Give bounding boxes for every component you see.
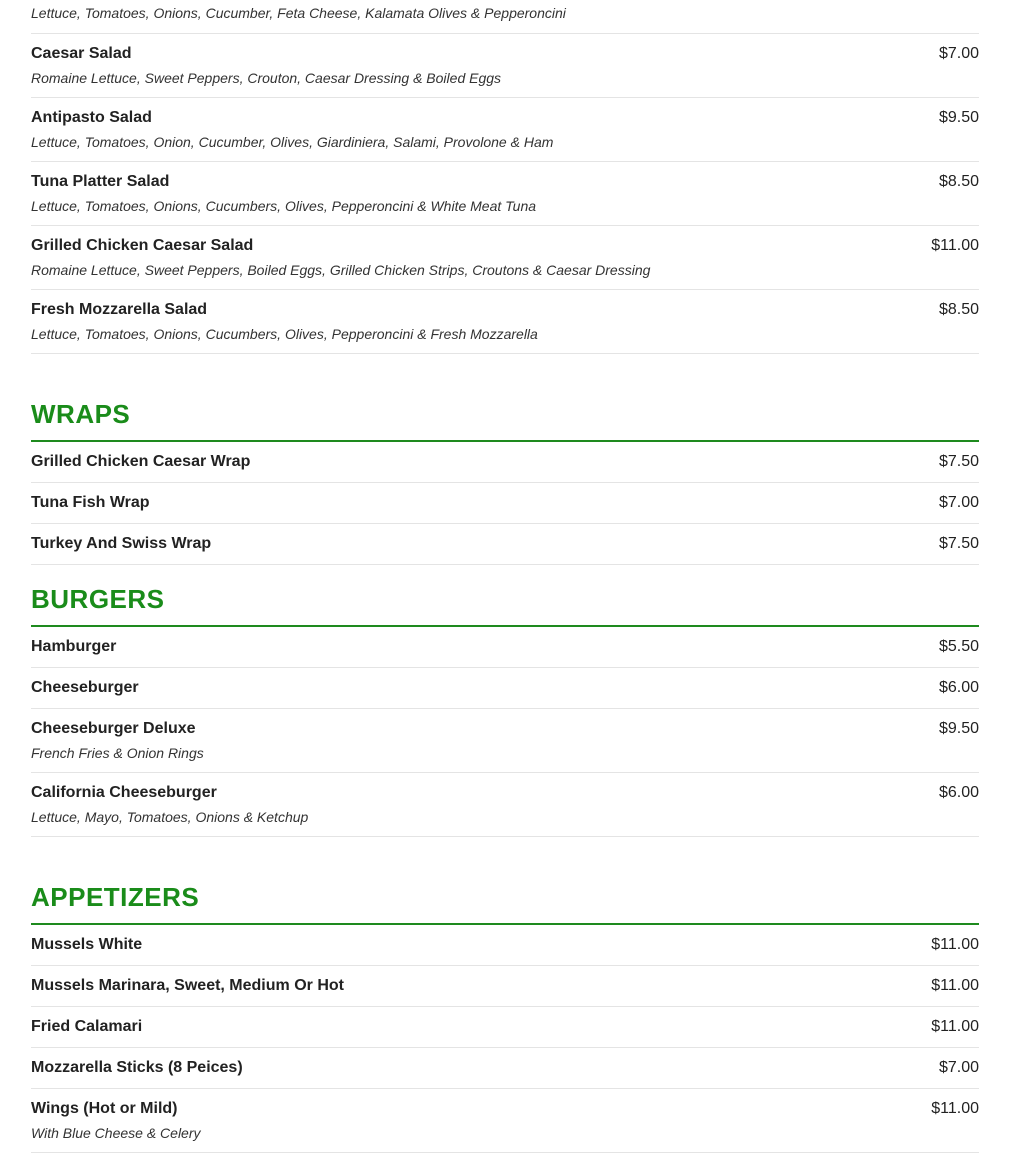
menu-item xyxy=(31,1089,979,1153)
item-description: Romaine Lettuce, Sweet Peppers, Boiled Eggs, Grilled Chicken Strips, Croutons & Caesar Dressing xyxy=(31,262,651,278)
menu-item xyxy=(31,925,979,966)
item-price: $11.00 xyxy=(931,977,979,994)
item-price: $11.00 xyxy=(931,1100,979,1117)
item-description: Lettuce, Tomatoes, Onions, Cucumbers, Olives, Pepperoncini & Fresh Mozzarella xyxy=(31,326,538,342)
menu-page xyxy=(31,0,979,1153)
menu-item xyxy=(31,524,979,565)
section-header-burgers xyxy=(31,565,979,627)
menu-item xyxy=(31,442,979,483)
item-name: Mozzarella Sticks (8 Peices) xyxy=(31,1059,243,1076)
menu-item xyxy=(31,98,979,162)
item-price: $8.50 xyxy=(938,173,979,190)
item-price: $5.50 xyxy=(938,638,979,655)
item-description: Romaine Lettuce, Sweet Peppers, Crouton, Caesar Dressing & Boiled Eggs xyxy=(31,70,502,86)
item-description: Lettuce, Tomatoes, Onion, Cucumber, Olives, Giardiniera, Salami, Provolone & Ham xyxy=(31,134,554,150)
item-price: $7.00 xyxy=(938,494,979,511)
item-price: $11.00 xyxy=(931,237,979,254)
menu-item xyxy=(31,627,979,668)
item-name: Cheeseburger Deluxe xyxy=(31,720,196,737)
section-title: WRAPS xyxy=(31,399,131,429)
menu-item xyxy=(31,773,979,837)
menu-item xyxy=(31,226,979,290)
item-description: Lettuce, Mayo, Tomatoes, Onions & Ketchup xyxy=(31,809,309,825)
menu-item xyxy=(31,966,979,1007)
menu-item xyxy=(31,668,979,709)
section-title: APPETIZERS xyxy=(31,882,200,912)
item-description: Lettuce, Tomatoes, Onions, Cucumbers, Olives, Pepperoncini & White Meat Tuna xyxy=(31,198,537,214)
menu-item xyxy=(31,34,979,98)
menu-item xyxy=(31,290,979,354)
item-name: Fried Calamari xyxy=(31,1018,143,1035)
item-name: Wings (Hot or Mild) xyxy=(31,1100,178,1117)
section-header-wraps xyxy=(31,354,979,442)
menu-item xyxy=(31,483,979,524)
item-price: $7.00 xyxy=(938,45,979,62)
item-name: Fresh Mozzarella Salad xyxy=(31,301,208,318)
item-price: $9.50 xyxy=(938,109,979,126)
section-header-appetizers xyxy=(31,837,979,925)
item-name: Cheeseburger xyxy=(31,679,139,696)
item-name: Tuna Fish Wrap xyxy=(31,494,150,511)
item-name: Grilled Chicken Caesar Wrap xyxy=(31,453,251,470)
item-price: $7.00 xyxy=(938,1059,979,1076)
item-price: $7.50 xyxy=(938,453,979,470)
item-name: Tuna Platter Salad xyxy=(31,173,170,190)
item-name: Mussels White xyxy=(31,936,143,953)
item-name: California Cheeseburger xyxy=(31,784,217,801)
menu-item xyxy=(31,709,979,773)
menu-item-partial xyxy=(31,0,979,34)
menu-item xyxy=(31,1048,979,1089)
item-name: Grilled Chicken Caesar Salad xyxy=(31,237,254,254)
item-price: $6.00 xyxy=(938,784,979,801)
menu-item xyxy=(31,1007,979,1048)
item-description: Lettuce, Tomatoes, Onions, Cucumber, Feta Cheese, Kalamata Olives & Pepperoncini xyxy=(31,5,566,21)
item-price: $11.00 xyxy=(931,1018,979,1035)
item-name: Mussels Marinara, Sweet, Medium Or Hot xyxy=(31,977,344,994)
section-title: BURGERS xyxy=(31,584,165,614)
item-name: Turkey And Swiss Wrap xyxy=(31,535,212,552)
item-price: $11.00 xyxy=(931,936,979,953)
item-price: $8.50 xyxy=(938,301,979,318)
item-description: French Fries & Onion Rings xyxy=(31,745,204,761)
item-price: $9.50 xyxy=(938,720,979,737)
item-description: With Blue Cheese & Celery xyxy=(31,1125,201,1141)
menu-item xyxy=(31,162,979,226)
item-name: Antipasto Salad xyxy=(31,109,152,126)
item-price: $6.00 xyxy=(938,679,979,696)
item-price: $7.50 xyxy=(938,535,979,552)
item-name: Hamburger xyxy=(31,638,117,655)
item-name: Caesar Salad xyxy=(31,45,132,62)
